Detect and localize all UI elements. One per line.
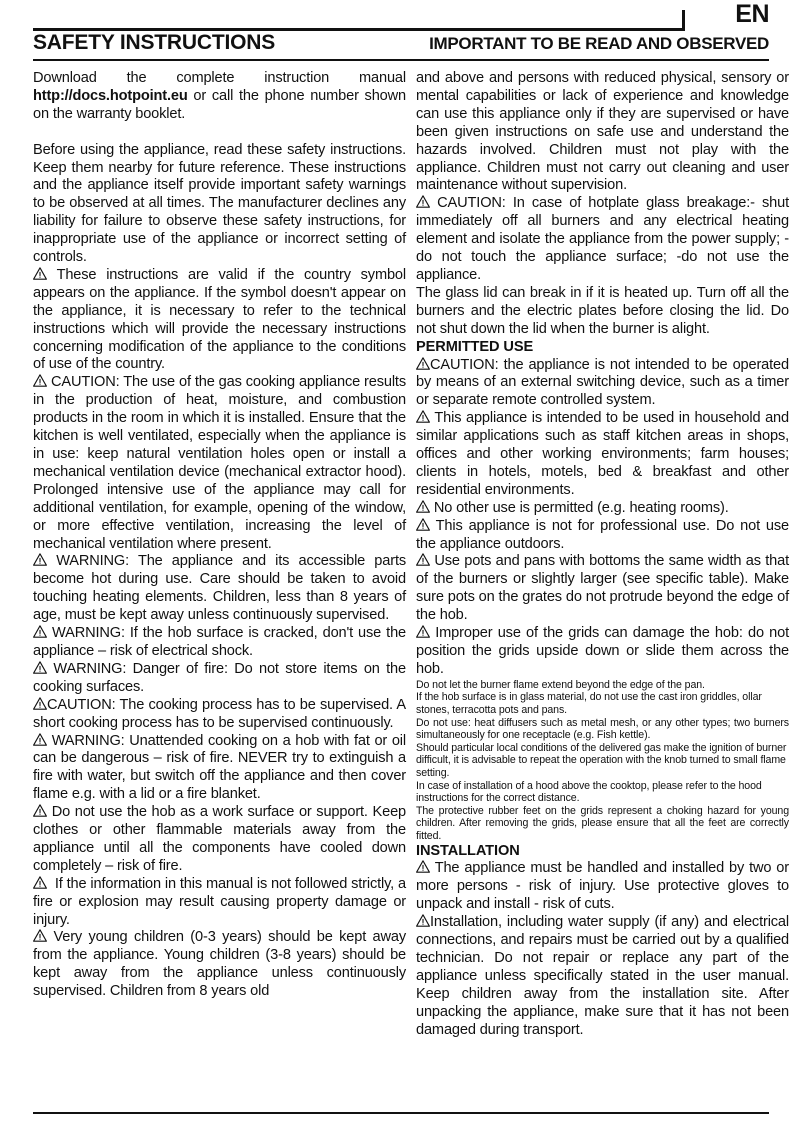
paragraph-no-other-use xyxy=(416,500,789,518)
section-heading-permitted-use: PERMITTED USE xyxy=(416,338,534,355)
page-header xyxy=(33,0,769,62)
caution-gas-text: CAUTION: The use of the gas cooking appliance results in the production of heat, moisture, and combustion products in the room in which it is installed. Ensure that the kitchen is well ventilated, especially when the appliance is in use: keep natural ventilation holes open or install a mechanical ventilation device (mechanical extractor hood). Prolonged intensive use of the appliance may call for additional ventilation, for example, opening of the window, or more effective ventilation, increasing the level of mechanical ventilation where present. xyxy=(33,374,406,552)
paragraph-glass-lid: The glass lid can break in if it is heated up. Turn off all the burners and the electric plates before closing the lid. Do not shut down the lid when the burner is alight. xyxy=(416,284,789,337)
warning-children-text: Very young children (0-3 years) should be kept away from the appliance. Young children (3-8 years) should be kept away from the appliance unless continuously supervised. Children from 8 years old xyxy=(33,929,407,1000)
section-heading-installation: INSTALLATION xyxy=(416,842,520,859)
warning-triangle-icon xyxy=(33,625,47,641)
paragraph-before-using: Before using the appliance, read these safety instructions. Keep them nearby for future reference. These instructions and the appliance itself provide important safety warnings to be observed at all times. The manufacturer declines any liability for failure to observe these safety instructions, for inappropriate use of the appliance or incorrect setting of controls. xyxy=(33,141,406,266)
fine-print-hood: In case of installation of a hood above the cooktop, please refer to the hood instructions for the correct distance. xyxy=(416,779,762,805)
not-professional-text: This appliance is not for professional use. Do not use the appliance outdoors. xyxy=(416,517,789,552)
fine-print-heat-diffusers: Do not use: heat diffusers such as metal mesh, or any other types; two burners simultaneously for one receptacle (e.g. Fish kettle). xyxy=(416,716,789,742)
warning-hot-parts-text: WARNING: The appliance and its accessible parts become hot during use. Care should be taken to avoid touching heating elements. Children, less than 8 years of age, must be kept away unless continuously supervised. xyxy=(33,553,407,624)
fine-print-burner-flame: Do not let the burner flame extend beyond the edge of the pan. xyxy=(416,678,705,691)
warning-triangle-icon xyxy=(33,374,47,390)
paragraph-install-handled xyxy=(416,860,789,914)
paragraph-caution-supervise xyxy=(33,697,406,733)
paragraph-household-use xyxy=(416,410,789,500)
paragraph-warning-fire-items xyxy=(33,661,406,697)
paragraph-country-symbol xyxy=(33,267,406,374)
warning-triangle-icon xyxy=(416,195,430,211)
download-text-tail: or call the phone number shown on the warranty booklet. xyxy=(33,87,406,122)
warning-unattended-text: WARNING: Unattended cooking on a hob with fat or oil can be dangerous – risk of fire. NEVER try to extinguish a fire with water, but switch off the appliance and then cover flame e.g. with a lid or a fire blanket. xyxy=(33,732,406,803)
paragraph-caution-gas xyxy=(33,374,406,553)
install-handled-text: The appliance must be handled and installed by two or more persons - risk of injury. Use protective gloves to unpack and install - risk of cuts. xyxy=(416,860,789,913)
fine-print-rubber-feet: The protective rubber feet on the grids represent a choking hazard for young children. After removing the grids, please ensure that all the feet are correctly fitted. xyxy=(416,804,789,842)
header-bottom-rule xyxy=(33,59,769,61)
warning-triangle-icon xyxy=(33,661,47,677)
warning-triangle-icon xyxy=(33,267,47,283)
paragraph-not-professional xyxy=(416,518,789,554)
caution-glass-breakage-text: CAUTION: In case of hotplate glass breakage:- shut immediately off all burners and any electrical heating element and isolate the appliance from the power supply; - do not touch the appliance surface; -do not use the appliance. xyxy=(416,195,789,283)
warning-triangle-icon xyxy=(416,625,430,641)
warning-triangle-icon xyxy=(33,553,47,569)
warning-not-followed-text: If the information in this manual is not followed strictly, a fire or explosion may result causing property damage or injury. xyxy=(33,875,406,928)
country-symbol-text: These instructions are valid if the country symbol appears on the appliance. If the symbol doesn't appear on the appliance, it is necessary to refer to the technical instructions which will provide the necessary instructions concerning modification of the appliance to the conditions of use of the country. xyxy=(33,266,406,373)
warning-triangle-icon xyxy=(33,697,47,713)
paragraph-warning-cracked xyxy=(33,625,406,661)
docs-url-link[interactable]: http://docs.hotpoint.eu xyxy=(33,87,188,104)
install-qualified-text: Installation, including water supply (if any) and electrical connections, and repairs must be carried out by a qualified technician. Do not repair or replace any part of the appliance unless specifically stated in the user manual. Keep children away from the installation site. After unpacking the appliance, make sure that it has not been damaged during transport. xyxy=(416,914,789,1038)
warning-triangle-icon xyxy=(416,860,430,876)
caution-supervise-text: CAUTION: The cooking process has to be supervised. A short cooking process has to be supervised continuously. xyxy=(33,696,406,731)
warning-triangle-icon xyxy=(416,553,430,569)
paragraph-improper-grids xyxy=(416,625,789,679)
page-subtitle: IMPORTANT TO BE READ AND OBSERVED xyxy=(429,34,769,53)
download-text-lead: Download the complete instruction manual xyxy=(33,70,406,86)
warning-cracked-text: WARNING: If the hob surface is cracked, don't use the appliance – risk of electrical shock. xyxy=(33,625,407,659)
page-bottom-rule xyxy=(33,1112,769,1114)
warning-triangle-icon xyxy=(33,733,47,749)
pots-and-pans-text: Use pots and pans with bottoms the same width as that of the burners or slightly larger (see specific table). Make sure pots on the grates do not protrude beyond the edge of the hob. xyxy=(416,553,789,624)
warning-work-surface-text: Do not use the hob as a work surface or support. Keep clothes or other flammable materials away from the appliance until all the components have cooled down completely – risk of fire. xyxy=(33,804,407,874)
paragraph-spacer xyxy=(33,124,406,142)
paragraph-warning-not-followed xyxy=(33,876,406,930)
paragraph-caution-glass-breakage xyxy=(416,195,789,285)
right-column xyxy=(416,70,789,1108)
warning-triangle-icon xyxy=(416,357,430,373)
language-code: EN xyxy=(735,0,769,28)
paragraph-warning-children xyxy=(33,929,406,1001)
warning-triangle-icon xyxy=(416,410,430,426)
improper-grids-text: Improper use of the grids can damage the hob: do not position the grids upside down or slide them across the hob. xyxy=(416,625,790,677)
warning-triangle-icon xyxy=(416,914,430,930)
body-columns xyxy=(33,70,790,1108)
page-title: SAFETY INSTRUCTIONS xyxy=(33,31,275,54)
paragraph-caution-external-device xyxy=(416,357,789,411)
paragraph-pots-and-pans xyxy=(416,553,789,625)
paragraph-warning-hot-parts xyxy=(33,553,406,625)
paragraph-download-manual xyxy=(33,70,406,124)
caution-external-device-text: CAUTION: the appliance is not intended to be operated by means of an external switching device, such as a timer or separate remote controlled system. xyxy=(416,356,789,409)
warning-triangle-icon xyxy=(416,500,430,516)
household-use-text: This appliance is intended to be used in household and similar applications such as staff kitchen areas in shops, offices and other working environments; farm houses; clients in hotels, motels, bed & breakfast and other residential environments. xyxy=(416,410,789,498)
paragraph-warning-work-surface xyxy=(33,804,406,876)
no-other-use-text: No other use is permitted (e.g. heating rooms). xyxy=(433,499,729,516)
fine-print-glass-material: If the hob surface is in glass material, do not use the cast iron griddles, ollar stones, terracotta pots and pans. xyxy=(416,691,762,716)
fine-print-local-conditions: Should particular local conditions of the delivered gas make the ignition of burner difficult, it is advisable to repeat the operation with the knob turned to small flame setting. xyxy=(416,741,787,779)
header-rule-tick xyxy=(682,10,685,31)
paragraph-warning-unattended xyxy=(33,733,406,805)
warning-triangle-icon xyxy=(33,929,47,945)
warning-triangle-icon xyxy=(33,804,47,820)
left-column xyxy=(33,70,406,1108)
paragraph-children-continued: and above and persons with reduced physical, sensory or mental capabilities or lack of experience and knowledge can use this appliance only if they are supervised or have been given instructions on safe use and understand the hazards involved. Children must not play with the appliance. Children must not carry out cleaning and user maintenance without supervision. xyxy=(416,70,789,194)
header-title-row xyxy=(33,31,769,55)
warning-fire-items-text: WARNING: Danger of fire: Do not store items on the cooking surfaces. xyxy=(33,660,406,695)
paragraph-install-qualified xyxy=(416,914,789,1039)
warning-triangle-icon xyxy=(33,876,47,892)
warning-triangle-icon xyxy=(416,518,430,534)
